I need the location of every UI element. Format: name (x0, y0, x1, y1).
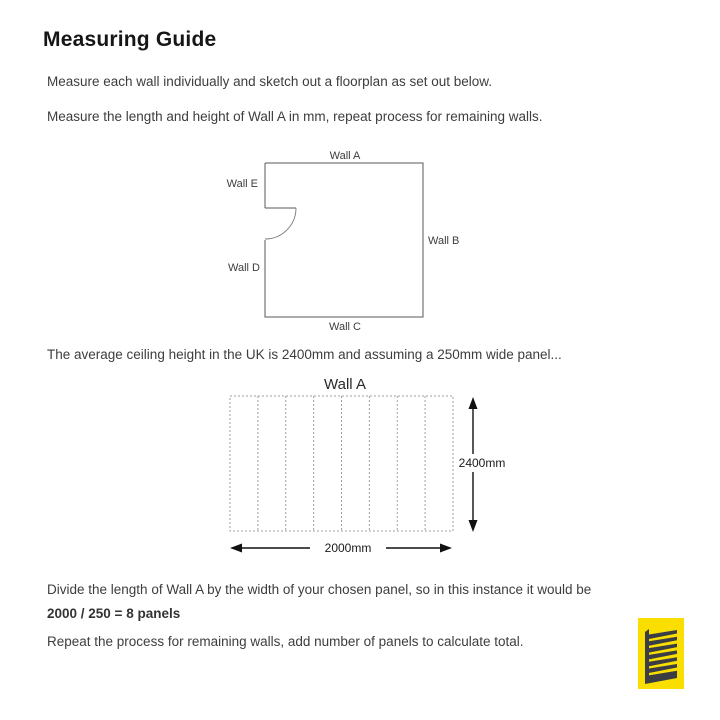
wall-b-label: Wall B (428, 235, 460, 247)
wall-e-label: Wall E (226, 178, 258, 190)
paragraph-repeat: Repeat the process for remaining walls, add number of panels to calculate total. (47, 634, 524, 649)
panel-stack-logo (638, 618, 684, 689)
wall-a-label: Wall A (329, 150, 361, 162)
height-dimension-arrow (456, 397, 509, 532)
paragraph-divide-result: 2000 / 250 = 8 panels (47, 606, 181, 621)
paragraph-intro-1: Measure each wall individually and sketch out a floorplan as set out below. (47, 74, 493, 89)
width-dimension-label: 2000mm (324, 541, 372, 555)
page-title: Measuring Guide (43, 28, 217, 51)
paragraph-ceiling: The average ceiling height in the UK is 2400mm and assuming a 250mm wide panel... (47, 347, 562, 362)
panel-diagram (210, 372, 520, 564)
floorplan-diagram (220, 145, 480, 340)
paragraph-intro-2: Measure the length and height of Wall A in mm, repeat process for remaining walls. (47, 109, 543, 124)
paragraph-divide: Divide the length of Wall A by the width of your chosen panel, so in this instance it would be (47, 582, 592, 597)
wall-d-label: Wall D (228, 262, 260, 274)
panel-dividers (258, 396, 425, 531)
width-dimension-arrow (230, 539, 452, 557)
panel-diagram-title: Wall A (324, 376, 366, 393)
height-dimension-label: 2400mm (458, 456, 506, 470)
floorplan-walls (265, 163, 423, 317)
wall-c-label: Wall C (329, 321, 361, 333)
door-swing-arc (265, 208, 296, 239)
